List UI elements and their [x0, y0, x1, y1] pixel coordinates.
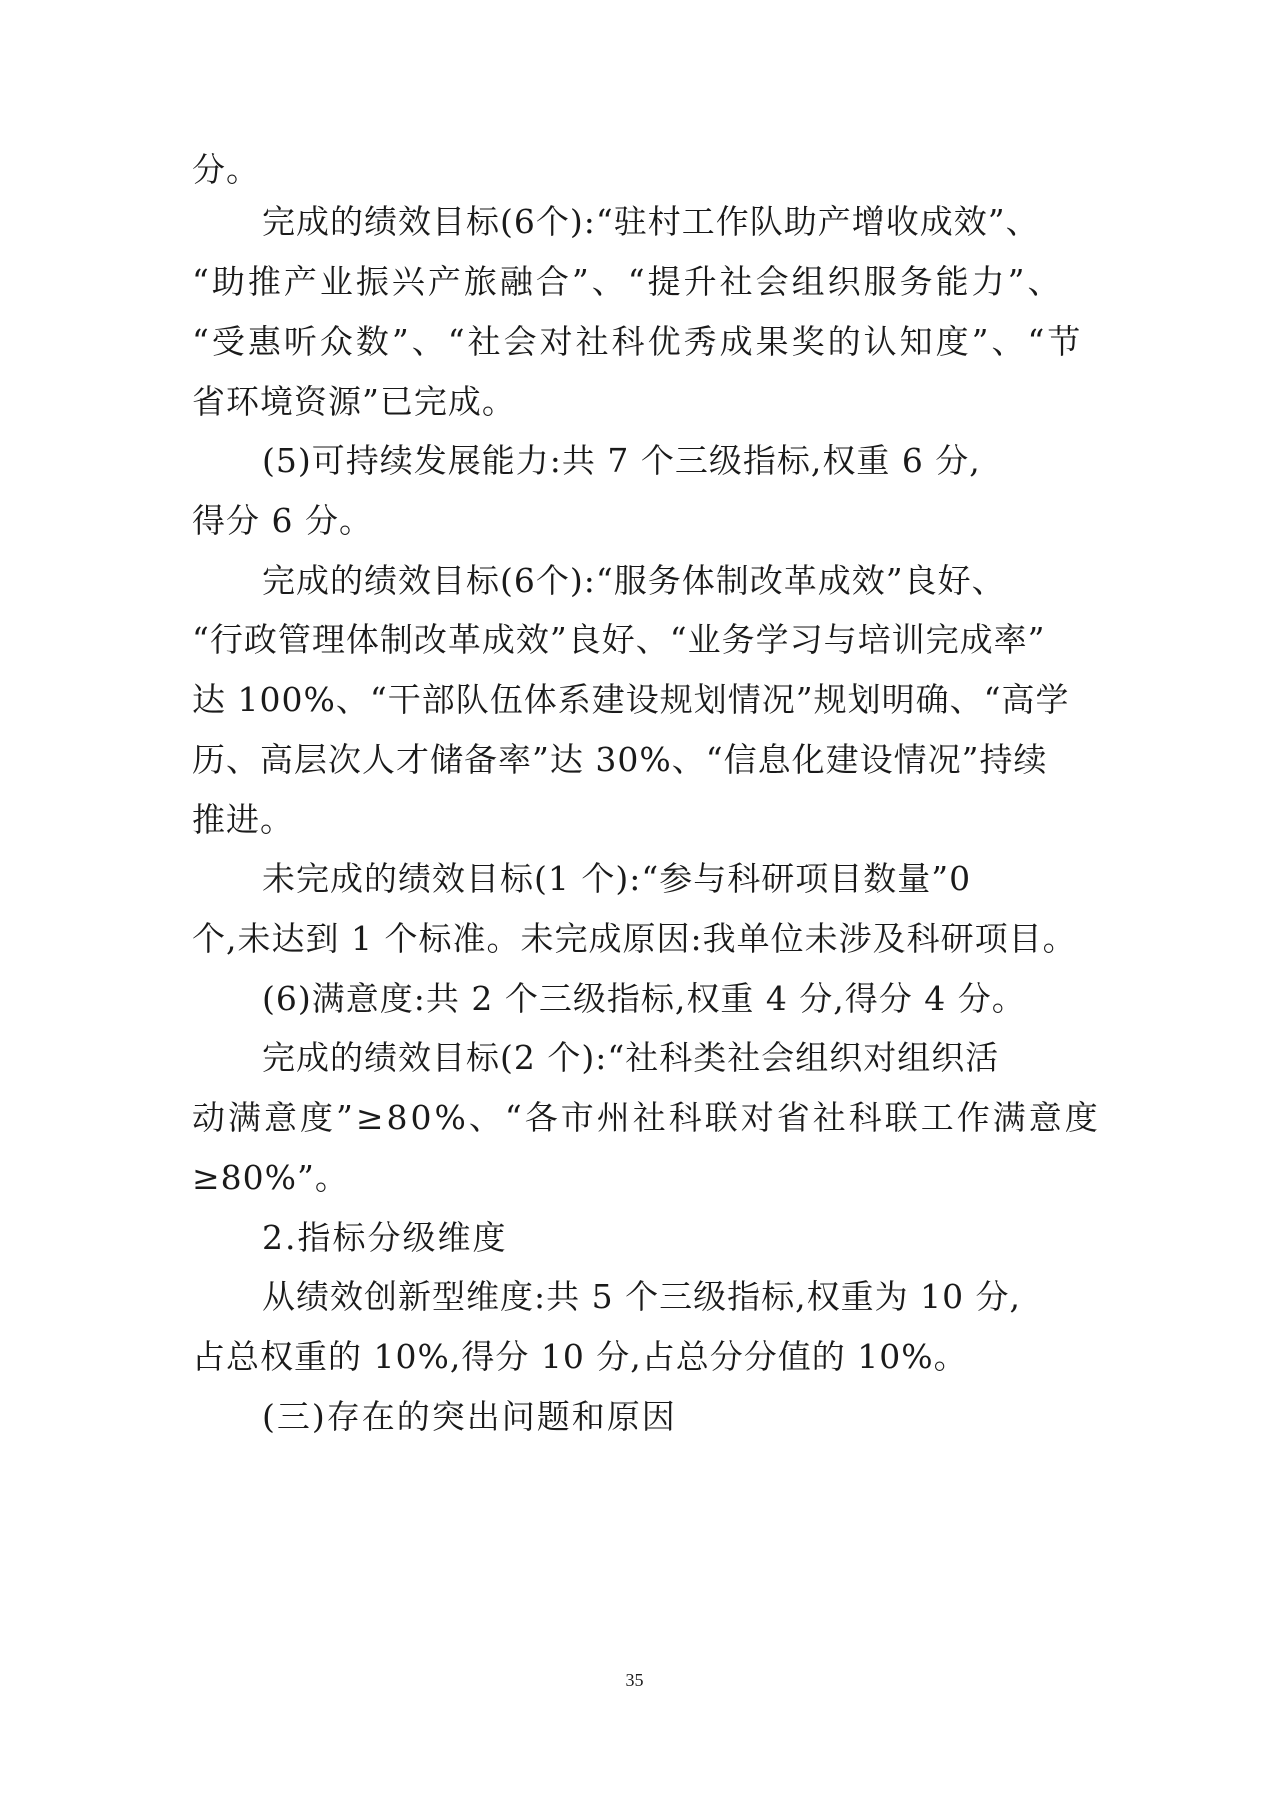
- paragraph-line: 省环境资源”已完成。: [192, 382, 516, 421]
- paragraph-line: (5)可持续发展能力:共 7 个三级指标,权重 6 分,: [262, 441, 981, 480]
- paragraph-line: 达 100%、“干部队伍体系建设规划情况”规划明确、“高学: [192, 680, 1070, 719]
- paragraph-line: 动满意度”≥80%、“各市州社科联对省社科联工作满意度: [192, 1098, 1101, 1137]
- paragraph-line: (6)满意度:共 2 个三级指标,权重 4 分,得分 4 分。: [262, 979, 1026, 1018]
- paragraph-line: 完成的绩效目标(6个):“驻村工作队助产增收成效”、: [262, 202, 1040, 241]
- paragraph-line: 完成的绩效目标(6个):“服务体制改革成效”良好、: [262, 561, 1006, 600]
- paragraph-line: 从绩效创新型维度:共 5 个三级指标,权重为 10 分,: [262, 1277, 1022, 1316]
- paragraph-line: 个,未达到 1 个标准。未完成原因:我单位未涉及科研项目。: [192, 919, 1077, 958]
- paragraph-line: 得分 6 分。: [192, 501, 373, 540]
- paragraph-line: 历、高层次人才储备率”达 30%、“信息化建设情况”持续: [192, 740, 1048, 779]
- paragraph-line: 未完成的绩效目标(1 个):“参与科研项目数量”0: [262, 859, 972, 898]
- paragraph-line: “行政管理体制改革成效”良好、“业务学习与培训完成率”: [192, 620, 1046, 659]
- paragraph-line: “助推产业振兴产旅融合”、“提升社会组织服务能力”、: [192, 262, 1064, 301]
- paragraph-line: 分。: [192, 150, 260, 189]
- section-heading: (三)存在的突出问题和原因: [262, 1397, 677, 1436]
- paragraph-line: 占总权重的 10%,得分 10 分,占总分分值的 10%。: [192, 1337, 968, 1376]
- paragraph-line: ≥80%”。: [192, 1158, 349, 1197]
- paragraph-line: 推进。: [192, 800, 294, 839]
- section-heading: 2.指标分级维度: [262, 1218, 508, 1257]
- page-number: 35: [625, 1670, 644, 1690]
- paragraph-line: 完成的绩效目标(2 个):“社科类社会组织对组织活: [262, 1038, 1000, 1077]
- paragraph-line: “受惠听众数”、“社会对社科优秀成果奖的认知度”、“节: [192, 322, 1084, 361]
